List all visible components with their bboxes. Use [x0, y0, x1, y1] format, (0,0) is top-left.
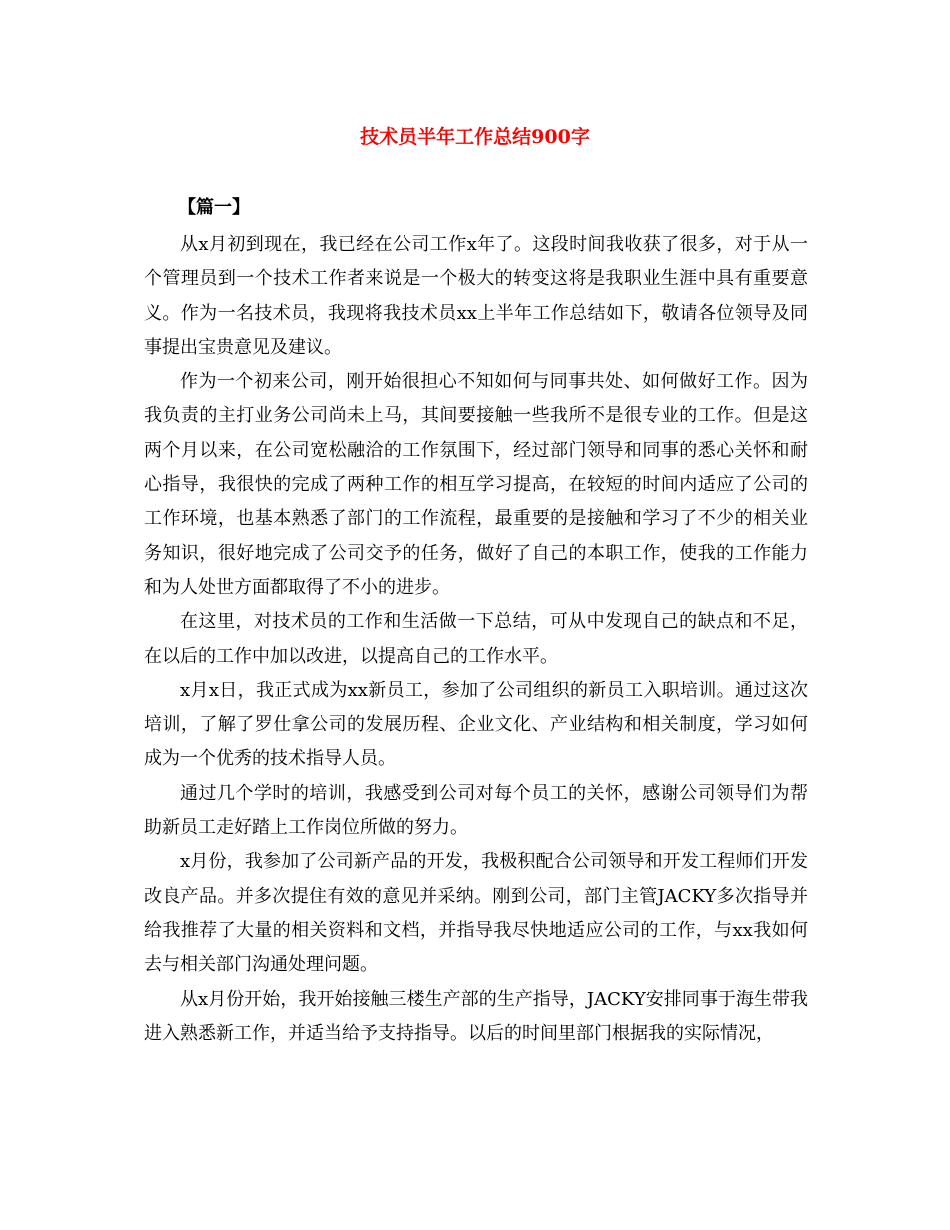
paragraph: 通过几个学时的培训，我感受到公司对每个员工的关怀，感谢公司领导们为帮助新员工走好踏上工作岗位所做的努力。 [144, 782, 808, 839]
document-title: 技术员半年工作总结900字 [360, 126, 590, 148]
paragraph: 从x月份开始，我开始接触三楼生产部的生产指导，JACKY安排同事于海生带我进入熟悉新工作，并适当给予支持指导。以后的时间里部门根据我的实际情况， [144, 988, 808, 1044]
paragraph: x月x日，我正式成为xx新员工，参加了公司组织的新员工入职培训。通过这次培训，了解了罗仕拿公司的发展历程、企业文化、产业结构和相关制度，学习如何成为一个优秀的技术指导人员。 [144, 679, 808, 770]
paragraph: 从x月初到现在，我已经在公司工作x年了。这段时间我收获了很多，对于从一个管理员到一个技术工作者来说是一个极大的转变这将是我职业生涯中具有重要意义。作为一名技术员，我现将我技术员xx上半年工作总结如下，敬请各位领导及同事提出宝贵意见及建议。 [144, 234, 808, 358]
paragraph: 作为一个初来公司，刚开始很担心不知如何与同事共处、如何做好工作。因为我负责的主打业务公司尚未上马，其间要接触一些我所不是很专业的工作。但是这两个月以来，在公司宽松融洽的工作氛围下，经过部门领导和同事的悉心关怀和耐心指导，我很快的完成了两种工作的相互学习提高，在较短的时间内适应了公司的工作环境，也基本熟悉了部门的工作流程，最重要的是接触和学习了不少的相关业务知识，很好地完成了公司交予的任务，做好了自己的本职工作，使我的工作能力和为人处世方面都取得了不小的进步。 [144, 371, 808, 598]
paragraph: 在这里，对技术员的工作和生活做一下总结，可从中发现自己的缺点和不足，在以后的工作中加以改进，以提高自己的工作水平。 [144, 611, 808, 667]
section-heading: 【篇一】 [178, 197, 250, 218]
paragraph: x月份，我参加了公司新产品的开发，我极积配合公司领导和开发工程师们开发改良产品。并多次提住有效的意见并采纳。刚到公司，部门主管JACKY多次指导并给我推荐了大量的相关资料和文档，并指导我尽快地适应公司的工作，与xx我如何去与相关部门沟通处理问题。 [144, 851, 808, 976]
document-body [144, 228, 808, 1051]
